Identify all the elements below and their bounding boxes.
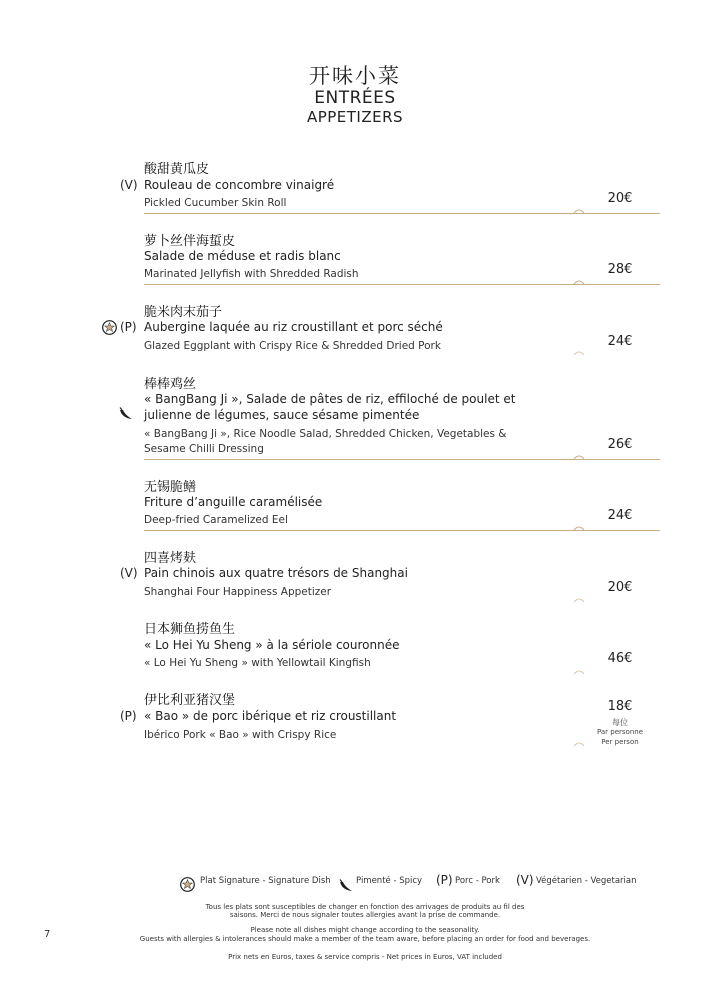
dish-name-french: « Lo Hei Yu Sheng » à la sériole couronnée <box>144 638 400 652</box>
dish-name-french: Pain chinois aux quatre trésors de Shanghai <box>144 566 408 580</box>
dish-name-french: Aubergine laquée au riz croustillant et porc séché <box>144 320 443 334</box>
dish-price: 46€ <box>607 651 633 666</box>
divider-flourish-icon <box>573 349 585 356</box>
dish-name-english: Glazed Eggplant with Crispy Rice & Shredded Dried Pork <box>144 340 441 352</box>
price-per-person-french: Par personne <box>596 728 644 736</box>
section-title-chinese: 开味小菜 <box>309 64 401 88</box>
chili-pepper-icon <box>118 406 134 420</box>
dish-name-chinese: 日本狮鱼捞鱼生 <box>144 622 236 637</box>
note-french-line1: Tous les plats sont susceptibles de changer en fonction des arrivages de produits au fil des <box>205 903 525 911</box>
note-french-line2: saisons. Merci de nous signaler toutes allergies avant la prise de commande. <box>229 911 501 919</box>
dish-price: 28€ <box>607 262 633 277</box>
legend-signature-label: Plat Signature - Signature Dish <box>200 876 331 886</box>
dish-name-chinese: 萝卜丝伴海蜇皮 <box>144 234 236 249</box>
legend-vegetarian-label: Végétarien - Vegetarian <box>536 876 637 886</box>
vegetarian-mark: (V) <box>120 566 138 580</box>
legend-pork-label: Porc - Pork <box>455 876 500 886</box>
dish-name-chinese: 酸甜黄瓜皮 <box>144 162 210 177</box>
dish-name-french: Friture d’anguille caramélisée <box>144 495 323 509</box>
divider-flourish-icon <box>573 596 585 603</box>
price-per-person-chinese: 每位 <box>612 718 628 727</box>
section-title-english: APPETIZERS <box>306 108 404 126</box>
dish-price: 26€ <box>607 437 633 452</box>
dish-name-english: Shanghai Four Happiness Appetizer <box>144 586 332 598</box>
dish-name-english: Deep-fried Caramelized Eel <box>144 514 288 526</box>
chili-pepper-icon <box>338 878 354 892</box>
legend-spicy-label: Pimenté - Spicy <box>356 876 423 886</box>
dish-price: 24€ <box>607 334 633 349</box>
divider-flourish-icon <box>573 740 585 747</box>
section-title-french: ENTRÉES <box>314 88 396 108</box>
divider-flourish-icon <box>573 207 585 214</box>
signature-star-icon <box>102 320 117 335</box>
note-prices: Prix nets en Euros, taxes & service compris - Net prices in Euros, VAT included <box>228 953 502 961</box>
dish-price: 24€ <box>607 508 633 523</box>
dish-name-chinese: 伊比利亚猪汉堡 <box>144 693 236 708</box>
dish-name-english: « Lo Hei Yu Sheng » with Yellowtail Kingfish <box>144 657 371 669</box>
dish-name-chinese: 无锡脆鳝 <box>144 480 197 495</box>
dish-name-chinese: 四喜烤麸 <box>144 551 197 566</box>
legend-vegetarian-mark: (V) <box>516 873 534 887</box>
dish-price: 18€ <box>607 699 633 714</box>
pork-mark: (P) <box>120 709 137 723</box>
dish-name-english-line2: Sesame Chilli Dressing <box>144 443 264 455</box>
price-per-person-english: Per person <box>601 738 639 746</box>
dish-name-chinese: 棒棒鸡丝 <box>144 377 197 392</box>
dish-name-english: Pickled Cucumber Skin Roll <box>144 197 287 209</box>
note-english-line1: Please note all dishes might change according to the seasonality. <box>250 926 480 934</box>
dish-name-english: Ibérico Pork « Bao » with Crispy Rice <box>144 729 337 741</box>
divider-flourish-icon <box>573 524 585 531</box>
dish-name-english: « BangBang Ji », Rice Noodle Salad, Shredded Chicken, Vegetables & <box>144 428 507 440</box>
divider-flourish-icon <box>573 278 585 285</box>
pork-mark: (P) <box>120 320 137 334</box>
page-number: 7 <box>44 929 51 940</box>
note-english-line2: Guests with allergies & intolerances should make a member of the team aware, before placing an order for food and beverages. <box>139 935 591 943</box>
signature-star-icon <box>180 877 195 892</box>
dish-price: 20€ <box>607 191 633 206</box>
vegetarian-mark: (V) <box>120 178 138 192</box>
legend-pork-mark: (P) <box>436 873 453 887</box>
dish-name-french: « BangBang Ji », Salade de pâtes de riz, effiloché de poulet et <box>144 392 516 406</box>
dish-price: 20€ <box>607 580 633 595</box>
dish-name-french: « Bao » de porc ibérique et riz croustillant <box>144 709 397 723</box>
dish-name-french-line2: julienne de légumes, sauce sésame pimentée <box>144 408 420 422</box>
divider-flourish-icon <box>573 668 585 675</box>
dish-name-chinese: 脆米肉末茄子 <box>144 305 223 320</box>
dish-name-english: Marinated Jellyfish with Shredded Radish <box>144 268 359 280</box>
dish-name-french: Salade de méduse et radis blanc <box>144 249 341 263</box>
divider-flourish-icon <box>573 453 585 460</box>
dish-name-french: Rouleau de concombre vinaigré <box>144 178 335 192</box>
